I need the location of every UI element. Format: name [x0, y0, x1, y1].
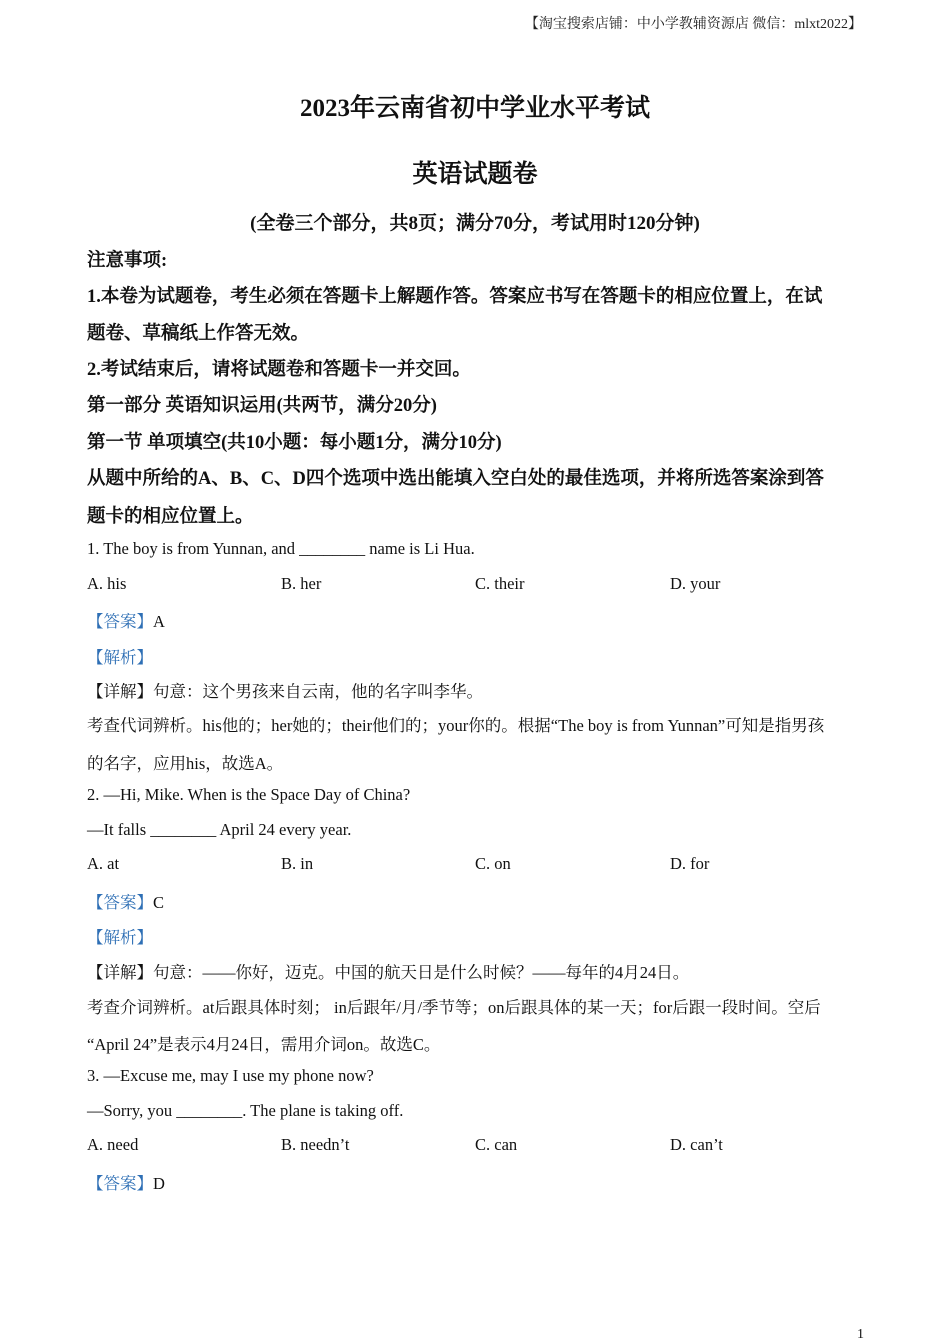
notice-item-1: 1.本卷为试题卷，考生必须在答题卡上解题作答。答案应书写在答题卡的相应位置上，在试	[87, 287, 823, 307]
answer-value: D	[153, 1174, 165, 1193]
question-2-explanation-cont: “April 24”是表示4月24日，需用介词on。故选C。	[87, 1035, 441, 1054]
notice-item-2: 2.考试结束后，请将试题卷和答题卡一并交回。	[87, 360, 471, 380]
exam-title: 2023年云南省初中学业水平考试	[299, 95, 650, 122]
question-3-answer	[87, 1170, 165, 1194]
question-1-option-d: D. your	[670, 574, 721, 593]
question-1-option-c: C. their	[475, 574, 525, 593]
question-2-option-a: A. at	[87, 854, 120, 873]
question-2-explanation: 考查介词辨析。at后跟具体时刻； in后跟年/月/季节等；on后跟具体的某一天；for后跟一段时间。空后	[87, 998, 821, 1017]
question-1-analysis-label: 【解析】	[87, 648, 153, 667]
answer-value: A	[153, 612, 165, 631]
question-2-answer	[87, 889, 164, 913]
instruction: 从题中所给的A、B、C、D四个选项中选出能填入空白处的最佳选项，并将所选答案涂到答	[87, 469, 824, 489]
question-3-option-a: A. need	[87, 1135, 139, 1154]
answer-label: 【答案】	[87, 1174, 153, 1193]
question-3-option-c: C. can	[475, 1135, 518, 1154]
question-2-option-c: C. on	[475, 854, 511, 873]
notice-item-1-cont: 题卷、草稿纸上作答无效。	[87, 324, 310, 344]
exam-info: (全卷三个部分，共8页；满分70分，考试用时120分钟)	[250, 213, 700, 234]
question-1-explanation-cont: 的名字，应用his，故选A。	[87, 754, 284, 773]
question-1-option-a: A. his	[87, 574, 127, 593]
question-3-option-d: D. can’t	[670, 1135, 723, 1154]
answer-label: 【答案】	[87, 893, 153, 912]
notice-heading: 注意事项:	[87, 251, 168, 271]
page-number: 1	[857, 1327, 864, 1342]
question-3-stem-reply: —Sorry, you ________. The plane is taking off.	[87, 1101, 404, 1120]
question-1-option-b: B. her	[281, 574, 322, 593]
question-1-stem: 1. The boy is from Yunnan, and ________ name is Li Hua.	[87, 539, 475, 558]
question-1-detail: 【详解】句意：这个男孩来自云南，他的名字叫李华。	[87, 682, 483, 701]
question-1-answer	[87, 608, 165, 632]
header-note: 【淘宝搜索店铺：中小学教辅资源店 微信：mlxt2022】	[524, 17, 862, 32]
question-3-option-b: B. needn’t	[281, 1135, 350, 1154]
question-2-stem: 2. —Hi, Mike. When is the Space Day of China?	[87, 785, 411, 804]
question-2-stem-reply: —It falls ________ April 24 every year.	[87, 820, 352, 839]
question-2-analysis-label: 【解析】	[87, 928, 153, 947]
section-heading: 第一节 单项填空(共10小题：每小题1分，满分10分)	[87, 433, 502, 453]
exam-subtitle: 英语试题卷	[412, 161, 538, 188]
question-2-option-d: D. for	[670, 854, 710, 873]
part-heading: 第一部分 英语知识运用(共两节，满分20分)	[87, 396, 437, 416]
question-3-stem: 3. —Excuse me, may I use my phone now?	[87, 1066, 374, 1085]
instruction-cont: 题卡的相应位置上。	[87, 507, 254, 527]
question-2-option-b: B. in	[281, 854, 314, 873]
answer-label: 【答案】	[87, 612, 153, 631]
question-2-detail: 【详解】句意：——你好，迈克。中国的航天日是什么时候？——每年的4月24日。	[87, 963, 690, 982]
answer-value: C	[153, 893, 165, 912]
question-1-explanation: 考查代词辨析。his他的；her她的；their他们的；your你的。根据“The boy is from Yunnan”可知是指男孩	[87, 716, 825, 735]
